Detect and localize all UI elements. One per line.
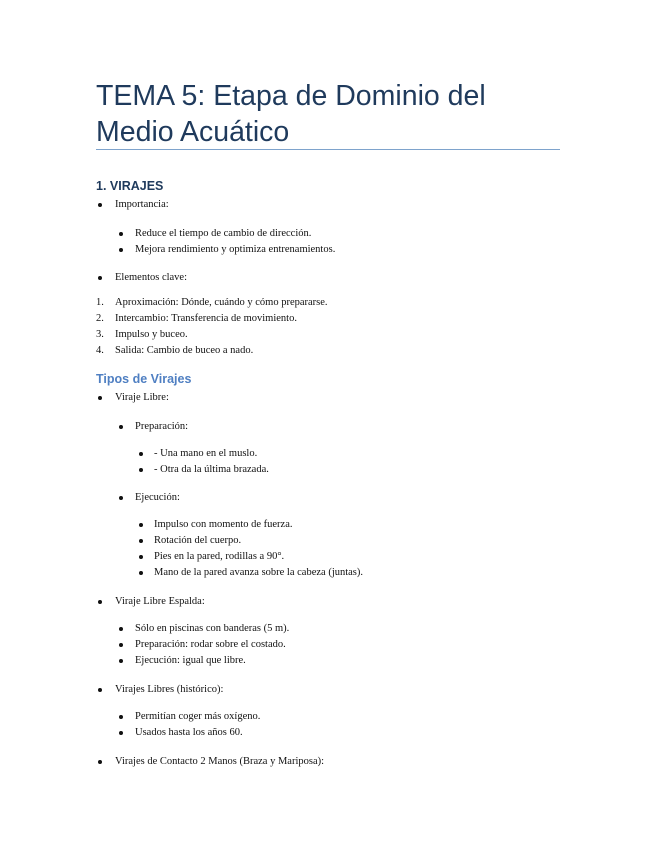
list-item: Impulso y buceo. [115, 329, 188, 340]
bullet-icon [119, 627, 123, 631]
bullet-icon [139, 523, 143, 527]
list-item: Ejecución: igual que libre. [135, 655, 246, 666]
page-title: TEMA 5: Etapa de Dominio del Medio Acuático [96, 80, 486, 148]
title-divider [96, 149, 560, 150]
bullet-icon [139, 452, 143, 456]
bullet-icon [98, 203, 102, 207]
bullet-icon [119, 715, 123, 719]
list-item: - Otra da la última brazada. [154, 464, 269, 475]
list-item: Usados hasta los años 60. [135, 727, 243, 738]
bullet-icon [139, 539, 143, 543]
bullet-icon [119, 496, 123, 500]
bullet-icon [119, 643, 123, 647]
viraje-libre-label: Viraje Libre: [115, 392, 169, 403]
bullet-icon [119, 248, 123, 252]
virajes-historico-label: Virajes Libres (histórico): [115, 684, 224, 695]
list-number: 2. [96, 313, 104, 324]
bullet-icon [119, 659, 123, 663]
list-item: Reduce el tiempo de cambio de dirección. [135, 228, 312, 239]
list-item: Preparación: rodar sobre el costado. [135, 639, 286, 650]
viraje-espalda-label: Viraje Libre Espalda: [115, 596, 205, 607]
list-number: 3. [96, 329, 104, 340]
list-item: Salida: Cambio de buceo a nado. [115, 345, 254, 356]
subsection-heading-tipos: Tipos de Virajes [96, 372, 192, 386]
bullet-icon [98, 760, 102, 764]
list-item: Aproximación: Dónde, cuándo y cómo prepararse. [115, 297, 328, 308]
bullet-icon [119, 232, 123, 236]
bullet-icon [139, 571, 143, 575]
list-item: Impulso con momento de fuerza. [154, 519, 293, 530]
list-item: Intercambio: Transferencia de movimiento. [115, 313, 297, 324]
list-item: Permitían coger más oxígeno. [135, 711, 261, 722]
bullet-icon [119, 425, 123, 429]
list-number: 1. [96, 297, 104, 308]
virajes-contacto-label: Virajes de Contacto 2 Manos (Braza y Mariposa): [115, 756, 325, 767]
list-item: Mano de la pared avanza sobre la cabeza (juntas). [154, 567, 364, 578]
list-item: Rotación del cuerpo. [154, 535, 242, 546]
preparacion-label: Preparación: [135, 421, 189, 432]
ejecucion-label: Ejecución: [135, 492, 180, 503]
bullet-icon [139, 468, 143, 472]
bullet-icon [98, 600, 102, 604]
list-item: - Una mano en el muslo. [154, 448, 258, 459]
list-item: Mejora rendimiento y optimiza entrenamientos. [135, 244, 336, 255]
list-item: Pies en la pared, rodillas a 90°. [154, 551, 285, 562]
bullet-icon [139, 555, 143, 559]
list-item: Sólo en piscinas con banderas (5 m). [135, 623, 290, 634]
bullet-icon [98, 688, 102, 692]
bullet-icon [98, 396, 102, 400]
list-number: 4. [96, 345, 104, 356]
importancia-label: Importancia: [115, 199, 169, 210]
bullet-icon [98, 276, 102, 280]
section-heading-virajes: 1. VIRAJES [96, 179, 164, 193]
bullet-icon [119, 731, 123, 735]
elementos-label: Elementos clave: [115, 272, 188, 283]
